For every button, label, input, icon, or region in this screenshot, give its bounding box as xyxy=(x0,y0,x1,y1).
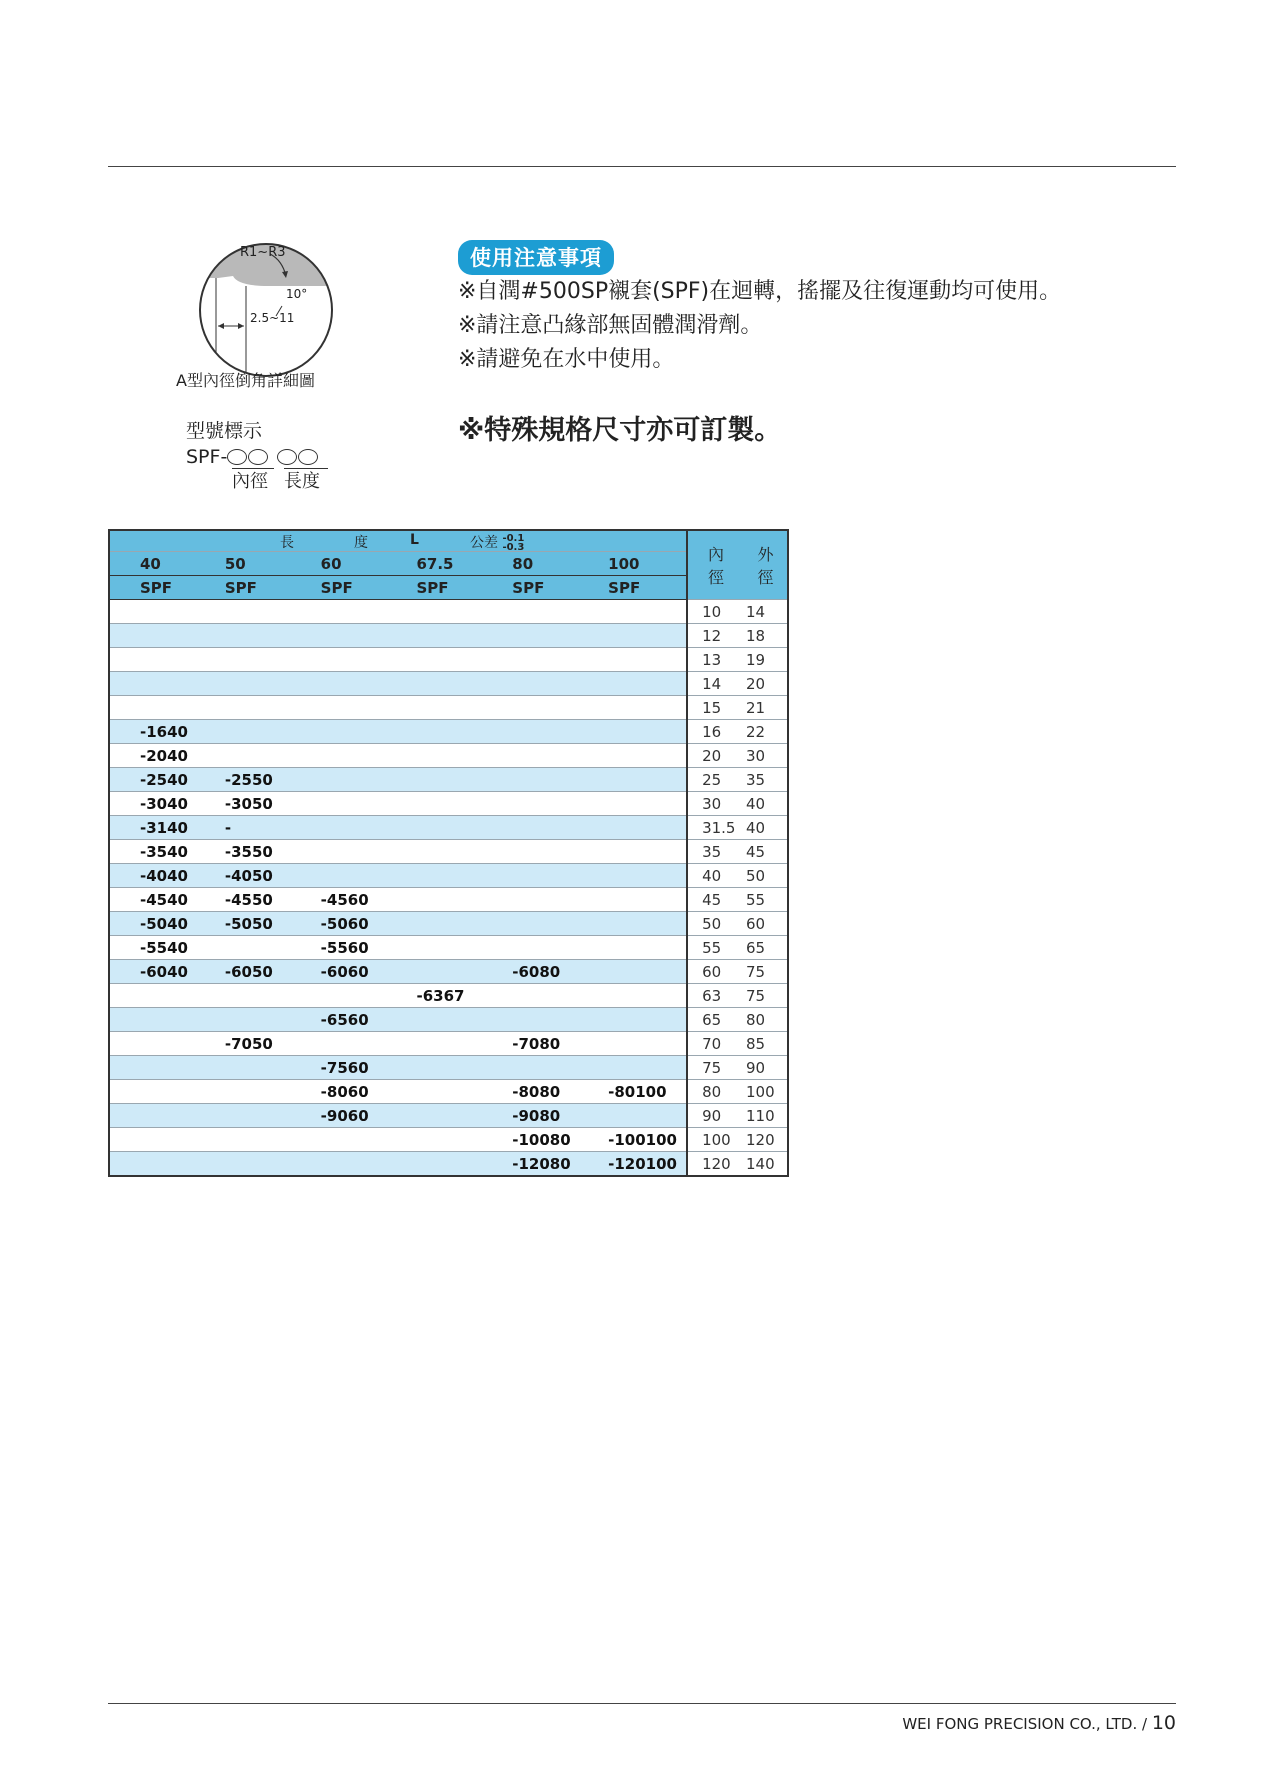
table-row xyxy=(109,936,788,960)
part-number-cell xyxy=(301,792,397,816)
outer-diameter-cell: 22 xyxy=(740,720,788,744)
part-number-cell: -6367 xyxy=(396,984,492,1008)
table-row xyxy=(109,864,788,888)
length-header: 67.5 xyxy=(396,552,492,576)
part-number-cell xyxy=(396,744,492,768)
part-number-cell xyxy=(396,672,492,696)
note-line: ※請避免在水中使用。 xyxy=(458,347,675,372)
part-number-cell xyxy=(492,840,588,864)
part-number-cell: -80100 xyxy=(588,1080,687,1104)
part-number-cell: -4050 xyxy=(205,864,301,888)
part-number-cell: -9080 xyxy=(492,1104,588,1128)
part-number-cell xyxy=(588,888,687,912)
part-number-cell xyxy=(588,720,687,744)
inner-diameter-cell: 35 xyxy=(687,840,740,864)
table-row xyxy=(109,984,788,1008)
part-number-cell xyxy=(109,624,205,648)
table-row xyxy=(109,720,788,744)
part-number-cell: -3140 xyxy=(109,816,205,840)
part-number-cell xyxy=(396,1080,492,1104)
inner-diameter-cell: 14 xyxy=(687,672,740,696)
table-row xyxy=(109,1008,788,1032)
outer-diameter-cell: 40 xyxy=(740,792,788,816)
part-number-cell xyxy=(396,792,492,816)
outer-diameter-cell: 60 xyxy=(740,912,788,936)
part-number-cell xyxy=(588,840,687,864)
part-number-cell xyxy=(588,768,687,792)
table-row xyxy=(109,888,788,912)
part-number-cell xyxy=(396,1032,492,1056)
part-number-cell xyxy=(588,600,687,624)
detail-radius-label: R1~R3 xyxy=(240,245,286,260)
part-number-cell xyxy=(301,1032,397,1056)
part-number-cell: -7080 xyxy=(492,1032,588,1056)
inner-diameter-cell: 120 xyxy=(687,1152,740,1177)
table-title-row xyxy=(109,530,788,552)
placeholder-circle-icon xyxy=(277,449,297,465)
title-du: 度 xyxy=(354,535,368,551)
inner-diameter-cell: 100 xyxy=(687,1128,740,1152)
outer-diameter-cell: 100 xyxy=(740,1080,788,1104)
col-outer-diameter: 外 徑 xyxy=(740,530,788,600)
table-row xyxy=(109,1128,788,1152)
model-code xyxy=(186,444,328,470)
part-number-cell xyxy=(492,624,588,648)
part-number-cell xyxy=(109,696,205,720)
outer-diameter-cell: 120 xyxy=(740,1128,788,1152)
table-row xyxy=(109,1056,788,1080)
table-row xyxy=(109,624,788,648)
part-number-cell xyxy=(396,888,492,912)
inner-diameter-cell: 50 xyxy=(687,912,740,936)
outer-diameter-cell: 14 xyxy=(740,600,788,624)
part-number-cell xyxy=(205,936,301,960)
part-number-cell: -5040 xyxy=(109,912,205,936)
title-L: L xyxy=(410,532,419,548)
part-number-cell: -6560 xyxy=(301,1008,397,1032)
note-line: ※請注意凸緣部無固體潤滑劑。 xyxy=(458,313,763,338)
part-number-cell: -7050 xyxy=(205,1032,301,1056)
part-number-cell: -3040 xyxy=(109,792,205,816)
part-number-cell xyxy=(492,696,588,720)
part-number-cell: -3050 xyxy=(205,792,301,816)
inner-diameter-cell: 13 xyxy=(687,648,740,672)
part-number-cell xyxy=(301,984,397,1008)
part-number-cell: -6050 xyxy=(205,960,301,984)
part-number-cell xyxy=(492,984,588,1008)
part-number-cell xyxy=(205,1056,301,1080)
part-number-cell xyxy=(396,936,492,960)
part-number-cell: -12080 xyxy=(492,1152,588,1177)
tol-lower: -0.3 xyxy=(502,542,525,553)
length-header: 80 xyxy=(492,552,588,576)
part-number-cell xyxy=(492,816,588,840)
inner-diameter-cell: 15 xyxy=(687,696,740,720)
part-number-cell xyxy=(205,1080,301,1104)
part-number-cell xyxy=(205,1128,301,1152)
part-number-cell xyxy=(396,840,492,864)
part-number-cell: -4560 xyxy=(301,888,397,912)
part-number-cell xyxy=(396,1056,492,1080)
part-number-cell xyxy=(396,912,492,936)
inner-diameter-cell: 10 xyxy=(687,600,740,624)
outer-diameter-cell: 80 xyxy=(740,1008,788,1032)
part-number-cell xyxy=(205,600,301,624)
part-number-cell xyxy=(205,984,301,1008)
part-number-cell xyxy=(396,600,492,624)
part-number-cell xyxy=(396,1152,492,1177)
part-number-cell xyxy=(492,672,588,696)
part-number-cell xyxy=(301,720,397,744)
table-row xyxy=(109,840,788,864)
outer-diameter-cell: 75 xyxy=(740,984,788,1008)
inner-diameter-cell: 45 xyxy=(687,888,740,912)
part-number-cell xyxy=(396,720,492,744)
part-number-cell xyxy=(301,1152,397,1177)
part-number-cell xyxy=(109,1128,205,1152)
part-number-cell: -6040 xyxy=(109,960,205,984)
part-number-cell xyxy=(301,864,397,888)
part-number-cell xyxy=(396,960,492,984)
footer-company: WEI FONG PRECISION CO., LTD. / xyxy=(902,1715,1152,1733)
model-prefix: SPF- xyxy=(186,446,228,468)
part-number-cell: -8080 xyxy=(492,1080,588,1104)
length-header: 100 xyxy=(588,552,687,576)
part-number-cell: -120100 xyxy=(588,1152,687,1177)
part-number-cell: -2550 xyxy=(205,768,301,792)
part-number-cell xyxy=(588,1104,687,1128)
inner-diameter-cell: 25 xyxy=(687,768,740,792)
placeholder-circle-icon xyxy=(227,449,247,465)
part-number-cell: -3550 xyxy=(205,840,301,864)
outer-diameter-cell: 50 xyxy=(740,864,788,888)
part-number-cell xyxy=(205,744,301,768)
part-number-cell xyxy=(301,672,397,696)
inner-diameter-cell: 65 xyxy=(687,1008,740,1032)
part-number-cell xyxy=(109,672,205,696)
title-tolerance: 公差 -0.1 -0.3 xyxy=(470,533,525,553)
part-number-cell xyxy=(109,600,205,624)
part-number-cell xyxy=(396,1008,492,1032)
model-sub-length: 長度 xyxy=(284,468,328,495)
table-row xyxy=(109,792,788,816)
part-number-cell: -5060 xyxy=(301,912,397,936)
part-number-cell xyxy=(301,768,397,792)
part-number-cell xyxy=(109,1104,205,1128)
part-number-cell xyxy=(396,696,492,720)
part-number-cell xyxy=(588,648,687,672)
outer-diameter-cell: 90 xyxy=(740,1056,788,1080)
part-number-cell: -4040 xyxy=(109,864,205,888)
part-number-cell: -5050 xyxy=(205,912,301,936)
part-number-cell xyxy=(492,648,588,672)
part-number-cell xyxy=(588,744,687,768)
outer-diameter-cell: 75 xyxy=(740,960,788,984)
inner-diameter-cell: 31.5 xyxy=(687,816,740,840)
length-header-row xyxy=(109,552,788,576)
part-number-cell xyxy=(396,624,492,648)
part-number-cell xyxy=(492,1056,588,1080)
length-header: 50 xyxy=(205,552,301,576)
usage-notes xyxy=(458,240,1061,377)
part-number-cell xyxy=(492,888,588,912)
detail-width-label: 2.5~11 xyxy=(250,311,295,325)
part-number-cell xyxy=(396,864,492,888)
part-number-cell: -4540 xyxy=(109,888,205,912)
bottom-rule xyxy=(108,1703,1176,1704)
part-number-cell xyxy=(588,624,687,648)
part-number-cell xyxy=(205,624,301,648)
part-number-cell: -9060 xyxy=(301,1104,397,1128)
table-row xyxy=(109,912,788,936)
part-number-cell xyxy=(205,696,301,720)
part-number-cell xyxy=(396,1128,492,1152)
part-number-cell xyxy=(396,816,492,840)
part-number-cell xyxy=(109,1032,205,1056)
part-number-cell: -5560 xyxy=(301,936,397,960)
part-number-cell: -4550 xyxy=(205,888,301,912)
part-number-cell xyxy=(588,1032,687,1056)
part-number-cell: -1640 xyxy=(109,720,205,744)
inner-diameter-cell: 70 xyxy=(687,1032,740,1056)
outer-diameter-cell: 45 xyxy=(740,840,788,864)
inner-diameter-cell: 63 xyxy=(687,984,740,1008)
model-sub-inner: 內徑 xyxy=(232,468,274,495)
part-number-cell xyxy=(301,816,397,840)
part-number-cell xyxy=(301,696,397,720)
part-number-cell xyxy=(109,1008,205,1032)
part-number-cell xyxy=(588,696,687,720)
part-number-cell xyxy=(109,1152,205,1177)
inner-diameter-cell: 16 xyxy=(687,720,740,744)
table-row xyxy=(109,1104,788,1128)
outer-diameter-cell: 19 xyxy=(740,648,788,672)
part-number-cell xyxy=(205,1008,301,1032)
part-number-cell xyxy=(588,864,687,888)
inner-diameter-cell: 20 xyxy=(687,744,740,768)
part-number-cell xyxy=(301,840,397,864)
table-row xyxy=(109,600,788,624)
outer-diameter-cell: 30 xyxy=(740,744,788,768)
inner-diameter-cell: 90 xyxy=(687,1104,740,1128)
table-row xyxy=(109,672,788,696)
table-row xyxy=(109,960,788,984)
placeholder-circle-icon xyxy=(248,449,268,465)
col-inner-diameter: 內 徑 xyxy=(687,530,740,600)
outer-diameter-cell: 21 xyxy=(740,696,788,720)
part-number-cell xyxy=(301,624,397,648)
part-number-cell xyxy=(492,936,588,960)
part-number-cell xyxy=(588,672,687,696)
inner-diameter-cell: 55 xyxy=(687,936,740,960)
part-number-cell xyxy=(396,648,492,672)
part-number-cell: -2540 xyxy=(109,768,205,792)
table-row xyxy=(109,648,788,672)
model-designation xyxy=(186,418,328,495)
series-header: SPF xyxy=(301,576,397,600)
part-number-cell xyxy=(492,792,588,816)
table-row xyxy=(109,1080,788,1104)
tol-upper: -0.1 xyxy=(502,533,525,544)
series-header: SPF xyxy=(492,576,588,600)
part-number-cell xyxy=(492,600,588,624)
top-rule xyxy=(108,166,1176,167)
part-number-cell xyxy=(492,1008,588,1032)
length-header: 60 xyxy=(301,552,397,576)
outer-diameter-cell: 140 xyxy=(740,1152,788,1177)
length-header: 40 xyxy=(109,552,205,576)
inner-diameter-cell: 40 xyxy=(687,864,740,888)
part-number-cell xyxy=(205,1104,301,1128)
outer-diameter-cell: 40 xyxy=(740,816,788,840)
inner-diameter-cell: 30 xyxy=(687,792,740,816)
part-number-cell xyxy=(492,720,588,744)
series-header: SPF xyxy=(588,576,687,600)
notes-title-badge: 使用注意事項 xyxy=(458,240,614,275)
part-number-cell: -5540 xyxy=(109,936,205,960)
part-number-cell xyxy=(492,768,588,792)
outer-diameter-cell: 85 xyxy=(740,1032,788,1056)
part-number-cell: -2040 xyxy=(109,744,205,768)
part-number-cell: -3540 xyxy=(109,840,205,864)
model-sub-labels xyxy=(232,468,328,495)
part-number-cell xyxy=(588,1008,687,1032)
placeholder-circle-icon xyxy=(298,449,318,465)
part-number-cell xyxy=(301,648,397,672)
part-number-cell: -7560 xyxy=(301,1056,397,1080)
table-row xyxy=(109,1152,788,1177)
model-title: 型號標示 xyxy=(186,420,263,442)
part-number-cell xyxy=(205,1152,301,1177)
part-number-cell: -8060 xyxy=(301,1080,397,1104)
page-footer xyxy=(902,1712,1176,1734)
part-number-cell xyxy=(301,1128,397,1152)
part-number-cell xyxy=(205,720,301,744)
part-number-cell xyxy=(109,648,205,672)
part-number-cell xyxy=(492,744,588,768)
part-number-cell xyxy=(205,672,301,696)
part-number-cell xyxy=(109,1080,205,1104)
inner-diameter-cell: 12 xyxy=(687,624,740,648)
series-header: SPF xyxy=(109,576,205,600)
title-length: 長 xyxy=(280,535,294,551)
page-number: 10 xyxy=(1151,1712,1176,1734)
outer-diameter-cell: 18 xyxy=(740,624,788,648)
outer-diameter-cell: 55 xyxy=(740,888,788,912)
table-row xyxy=(109,1032,788,1056)
series-header: SPF xyxy=(396,576,492,600)
part-number-cell xyxy=(588,792,687,816)
part-number-cell xyxy=(588,960,687,984)
table-row xyxy=(109,768,788,792)
spec-table xyxy=(108,529,789,1177)
part-number-cell xyxy=(588,816,687,840)
series-header: SPF xyxy=(205,576,301,600)
detail-caption: A型內徑倒角詳細圖 xyxy=(176,371,315,390)
part-number-cell xyxy=(492,912,588,936)
outer-diameter-cell: 110 xyxy=(740,1104,788,1128)
part-number-cell xyxy=(588,984,687,1008)
part-number-cell xyxy=(588,1056,687,1080)
outer-diameter-cell: 20 xyxy=(740,672,788,696)
part-number-cell xyxy=(588,912,687,936)
note-line: ※自潤#500SP襯套(SPF)在迴轉，搖擺及往復運動均可使用。 xyxy=(458,279,1062,304)
part-number-cell xyxy=(588,936,687,960)
detail-angle-label: 10° xyxy=(286,287,308,301)
part-number-cell xyxy=(396,768,492,792)
part-number-cell: - xyxy=(205,816,301,840)
table-row xyxy=(109,696,788,720)
table-row xyxy=(109,744,788,768)
part-number-cell: -10080 xyxy=(492,1128,588,1152)
part-number-cell xyxy=(205,648,301,672)
outer-diameter-cell: 35 xyxy=(740,768,788,792)
inner-diameter-cell: 75 xyxy=(687,1056,740,1080)
part-number-cell: -100100 xyxy=(588,1128,687,1152)
part-number-cell xyxy=(492,864,588,888)
part-number-cell xyxy=(109,1056,205,1080)
part-number-cell xyxy=(109,984,205,1008)
part-number-cell xyxy=(301,744,397,768)
part-number-cell: -6080 xyxy=(492,960,588,984)
part-number-cell xyxy=(396,1104,492,1128)
part-number-cell: -6060 xyxy=(301,960,397,984)
inner-diameter-cell: 60 xyxy=(687,960,740,984)
series-header-row xyxy=(109,576,788,600)
outer-diameter-cell: 65 xyxy=(740,936,788,960)
special-order-note: ※特殊規格尺寸亦可訂製。 xyxy=(458,415,782,446)
part-number-cell xyxy=(301,600,397,624)
table-row xyxy=(109,816,788,840)
inner-diameter-cell: 80 xyxy=(687,1080,740,1104)
